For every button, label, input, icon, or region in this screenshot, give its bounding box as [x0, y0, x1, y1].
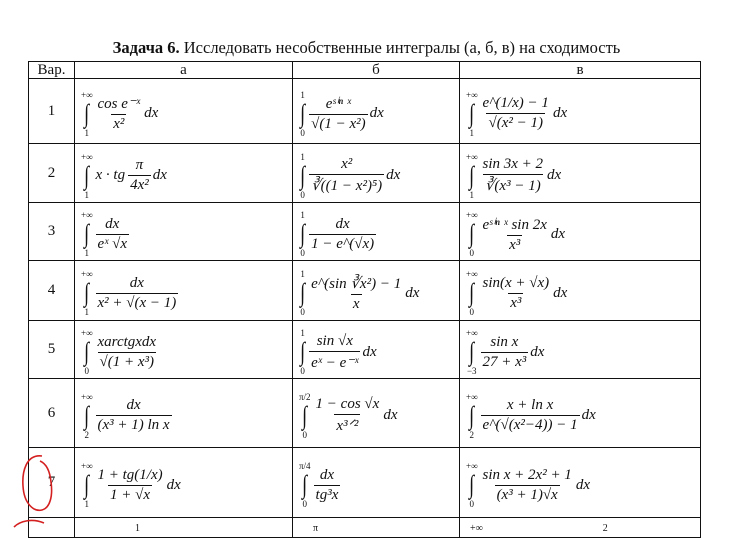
header-c: в	[460, 62, 701, 79]
integral-cell-b	[293, 203, 460, 261]
integral-sign-with-limits	[81, 461, 93, 509]
denominator: x	[352, 295, 360, 312]
integral-icon: ∫	[300, 160, 306, 190]
integral-formula	[466, 461, 590, 509]
denominator: 1 + √x	[110, 486, 151, 503]
integral-icon: ∫	[300, 219, 306, 248]
numerator: 1 + tg(1/x)	[97, 466, 163, 483]
integral-formula	[466, 210, 565, 258]
denominator: 1 − e^(√x)	[311, 235, 375, 252]
integral-icon: ∫	[302, 470, 308, 499]
integral-sign-with-limits	[81, 269, 93, 317]
upper-limit: +∞	[466, 328, 478, 338]
lower-limit: 2	[469, 429, 474, 440]
fraction	[309, 333, 360, 372]
numerator: sin(x + √x)	[482, 274, 550, 291]
differential: dx	[530, 343, 545, 360]
numerator: dx	[319, 466, 335, 483]
integral-formula	[299, 269, 419, 317]
upper-limit: π/2	[299, 391, 311, 402]
integral-cell-a	[75, 448, 293, 518]
integral-cell-a	[75, 261, 293, 321]
integral-formula	[466, 152, 561, 200]
upper-limit: +∞	[81, 461, 93, 471]
integral-formula	[81, 461, 181, 509]
denominator: ∛((1 − x²)⁵)	[309, 174, 384, 195]
lower-limit: −3	[466, 366, 477, 376]
integral-formula	[466, 90, 567, 138]
fraction	[481, 334, 529, 371]
fraction	[314, 467, 341, 504]
upper-limit: +∞	[466, 461, 478, 471]
numerator: dx	[129, 274, 144, 291]
integral-formula	[81, 152, 167, 200]
lower-limit: 0	[469, 499, 474, 509]
integral-sign-with-limits	[299, 152, 306, 200]
integral-icon: ∫	[84, 400, 90, 430]
red-circle-annotation	[20, 452, 54, 514]
denominator: √(1 + x³)	[99, 353, 155, 370]
integral-sign-with-limits	[299, 392, 311, 440]
table-row	[29, 261, 701, 321]
differential: dx	[152, 167, 167, 183]
integral-icon: ∫	[469, 470, 475, 499]
denominator: x³	[509, 236, 521, 253]
integral-sign-with-limits	[81, 90, 93, 138]
integral-icon: ∫	[469, 219, 475, 248]
numerator: e^(1/x) − 1	[482, 95, 549, 111]
integral-formula	[81, 392, 172, 440]
variant-number: 5	[29, 321, 75, 379]
lower-limit: 1	[469, 189, 474, 200]
differential: dx	[362, 343, 377, 360]
numerator: dx	[105, 215, 120, 232]
integral-cell-a	[75, 203, 293, 261]
upper-limit: +∞	[81, 269, 93, 279]
denominator: x²	[113, 116, 125, 132]
upper-limit: +∞	[466, 269, 478, 279]
upper-limit: +∞	[466, 210, 478, 220]
denominator: eˣ √x	[97, 235, 128, 252]
red-mark-annotation	[10, 515, 50, 528]
differential: dx	[581, 407, 596, 423]
fraction	[96, 275, 179, 312]
denominator: (x³ + 1)√x	[496, 486, 558, 503]
numerator: dx	[126, 397, 141, 413]
integral-icon: ∫	[84, 160, 90, 190]
numerator: e^(sin ∛x²) − 1	[311, 275, 402, 292]
upper-limit: 1	[300, 151, 305, 162]
integral-formula	[466, 392, 596, 440]
integral-icon: ∫	[469, 160, 475, 190]
differential: dx	[553, 284, 568, 301]
fraction	[314, 396, 382, 435]
integral-cell-b	[293, 79, 460, 144]
differential: dx	[166, 476, 181, 493]
integral-sign-with-limits	[81, 328, 93, 376]
integral-sign-with-limits	[466, 269, 478, 317]
table-row	[29, 203, 701, 261]
integral-formula	[299, 210, 376, 258]
upper-limit: +∞	[81, 391, 93, 402]
differential: dx	[383, 407, 398, 423]
lower-limit: 0	[84, 366, 89, 376]
integral-cell-c	[460, 448, 701, 518]
upper-limit: 1	[135, 523, 140, 534]
integral-cell-c	[460, 379, 701, 448]
fraction	[481, 275, 552, 312]
denominator: √(1 − x²)	[311, 116, 366, 132]
lower-limit: 0	[469, 248, 474, 258]
header-a: а	[75, 62, 293, 79]
integral-sign-with-limits	[299, 328, 306, 376]
lower-limit: 2	[84, 429, 89, 440]
upper-limit: +∞	[81, 89, 93, 100]
lower-limit: 1	[84, 189, 89, 200]
denominator: (x³ + 1) ln x	[97, 417, 170, 433]
integral-sign-with-limits	[299, 461, 311, 509]
upper-limit: π	[313, 523, 319, 534]
table-row	[29, 379, 701, 448]
lower-limit: 0	[300, 248, 305, 258]
integral-formula	[81, 328, 158, 376]
fraction	[309, 274, 403, 313]
header-var: Вар.	[29, 62, 75, 79]
fraction	[481, 215, 549, 254]
differential: dx	[369, 105, 384, 121]
differential: dx	[575, 476, 590, 493]
variant-number: 2	[29, 144, 75, 203]
differential: dx	[550, 225, 566, 242]
denominator: 4x²	[130, 177, 149, 193]
fraction	[96, 397, 172, 434]
integral-icon: ∫	[300, 278, 306, 307]
integral-sign-with-limits	[299, 269, 306, 317]
variant-number: 7	[29, 448, 75, 518]
integral-sign-with-limits	[81, 152, 93, 200]
integral-icon: ∫	[469, 98, 475, 128]
integral-cell-b	[293, 448, 460, 518]
integral-icon: ∫	[84, 278, 90, 307]
integral-formula	[299, 328, 377, 376]
numerator: sin x + 2x² + 1	[482, 466, 572, 483]
integral-formula	[299, 90, 384, 138]
denominator: tg³x	[315, 486, 339, 503]
header-b: б	[293, 62, 460, 79]
integral-sign-with-limits	[299, 90, 306, 138]
numerator: eˢⁱⁿ ˣ sin 2x	[482, 216, 547, 233]
fraction	[481, 95, 551, 132]
fraction	[309, 156, 384, 195]
numerator: dx	[335, 215, 350, 232]
lower-limit: 0	[302, 499, 308, 509]
upper-limit: +∞	[470, 523, 483, 534]
integral-icon: ∫	[84, 219, 90, 248]
variant-number: 4	[29, 261, 75, 321]
integral-cell-b	[293, 321, 460, 379]
integral-icon: ∫	[469, 337, 475, 366]
numerator: x + ln x	[506, 397, 554, 413]
numerator: π	[135, 157, 144, 173]
integral-formula	[299, 392, 397, 440]
integral-cell-a	[75, 79, 293, 144]
integral-cell-c	[460, 261, 701, 321]
numerator: cos e⁻ˣ	[97, 96, 141, 112]
lower-limit: 0	[300, 189, 305, 200]
numerator: 1 − cos √x	[315, 396, 380, 412]
fraction	[96, 467, 165, 504]
upper-limit: 1	[300, 210, 305, 220]
upper-limit: π/4	[299, 461, 311, 471]
upper-limit: +∞	[466, 391, 478, 402]
integral-cell-a	[75, 379, 293, 448]
fraction	[481, 156, 546, 195]
lower-limit: 1	[84, 127, 89, 138]
integrals-table	[28, 61, 701, 538]
integral-cell-a	[75, 321, 293, 379]
numerator: sin 3x + 2	[482, 156, 544, 172]
variant-number: 1	[29, 79, 75, 144]
denominator: ∛(x³ − 1)	[483, 174, 543, 195]
integral-sign-with-limits	[81, 210, 93, 258]
denominator: x³	[510, 294, 522, 311]
integral-formula	[81, 90, 158, 138]
integral-sign-with-limits	[466, 90, 478, 138]
integral-cell-c	[460, 203, 701, 261]
task-number: Задача 6.	[112, 38, 180, 57]
lower-limit: 1	[84, 499, 89, 509]
integral-icon: ∫	[469, 278, 475, 307]
integral-icon: ∫	[84, 98, 90, 128]
upper-limit: +∞	[466, 151, 478, 162]
fraction	[481, 397, 580, 434]
upper-limit: 1	[300, 328, 305, 338]
page-title	[0, 38, 733, 58]
denominator: x³ᐟ²	[334, 414, 360, 435]
integral-icon: ∫	[84, 337, 90, 366]
integral-formula	[299, 152, 400, 200]
fraction	[96, 94, 143, 133]
differential: dx	[547, 167, 562, 183]
integral-formula	[466, 269, 567, 317]
table-row	[29, 448, 701, 518]
integral-formula	[81, 210, 129, 258]
table-row	[29, 321, 701, 379]
integral-cell-b	[293, 144, 460, 203]
lower-limit: 1	[84, 248, 89, 258]
fraction	[128, 157, 151, 194]
fraction	[309, 216, 376, 253]
table-row	[29, 79, 701, 144]
integral-cell-a	[75, 144, 293, 203]
denominator: 27 + x³	[482, 353, 527, 370]
integral-icon: ∫	[300, 98, 306, 128]
integral-icon: ∫	[469, 400, 475, 430]
integral-sign-with-limits	[299, 210, 306, 258]
fraction	[96, 216, 130, 253]
upper-limit: 1	[300, 269, 305, 279]
prefix: x · tg	[95, 167, 126, 183]
denominator: eˣ − e⁻ˣ	[309, 351, 360, 372]
table-row	[29, 144, 701, 203]
lower-limit: 0	[300, 307, 305, 317]
fraction	[309, 94, 368, 133]
integral-sign-with-limits	[466, 328, 478, 376]
lower-limit: 1	[84, 307, 89, 317]
integral-formula	[299, 461, 340, 509]
integral-sign-with-limits	[466, 461, 478, 509]
table-header	[29, 62, 701, 79]
integral-icon: ∫	[84, 470, 90, 499]
variant-number: 6	[29, 379, 75, 448]
integral-cell-c	[460, 79, 701, 144]
differential: dx	[552, 105, 568, 121]
lower-limit: 1	[469, 127, 474, 138]
lower-limit: 0	[300, 366, 305, 376]
numerator: x²	[341, 156, 353, 172]
integral-cell-c	[460, 144, 701, 203]
numerator: xarctgxdx	[97, 333, 157, 350]
numerator: eˢⁱⁿ ˣ	[325, 96, 351, 112]
integral-formula	[466, 328, 544, 376]
denominator: e^(√(x²−4)) − 1	[482, 417, 578, 433]
variant-number: 3	[29, 203, 75, 261]
denominator: √(x² − 1)	[488, 115, 543, 131]
differential: dx	[386, 167, 401, 183]
differential: dx	[405, 284, 420, 301]
upper-limit: +∞	[466, 89, 478, 100]
fraction	[481, 467, 574, 504]
lower-limit: 0	[302, 429, 308, 440]
numerator: sin √x	[316, 332, 353, 349]
integral-cell-b	[293, 379, 460, 448]
lower-limit: 0	[469, 307, 474, 317]
integral-formula	[81, 269, 178, 317]
differential: dx	[144, 105, 159, 121]
upper-limit: 1	[300, 89, 305, 100]
integral-cell-b	[293, 261, 460, 321]
lower-limit: 0	[300, 127, 305, 138]
integral-sign-with-limits	[466, 152, 478, 200]
numerator: sin x	[490, 333, 519, 350]
integral-icon: ∫	[302, 400, 308, 430]
integral-sign-with-limits	[81, 392, 93, 440]
numerator-fragment: 2	[602, 523, 608, 534]
upper-limit: +∞	[81, 210, 93, 220]
upper-limit: +∞	[81, 328, 93, 338]
integral-icon: ∫	[300, 337, 306, 366]
fraction	[96, 334, 159, 371]
upper-limit: +∞	[81, 151, 93, 162]
task-text: Исследовать несобственные интегралы (а, б, в) на сходимость	[179, 38, 621, 57]
integral-sign-with-limits	[466, 392, 478, 440]
denominator: x² + √(x − 1)	[97, 294, 177, 311]
integral-sign-with-limits	[466, 210, 478, 258]
integral-cell-c	[460, 321, 701, 379]
